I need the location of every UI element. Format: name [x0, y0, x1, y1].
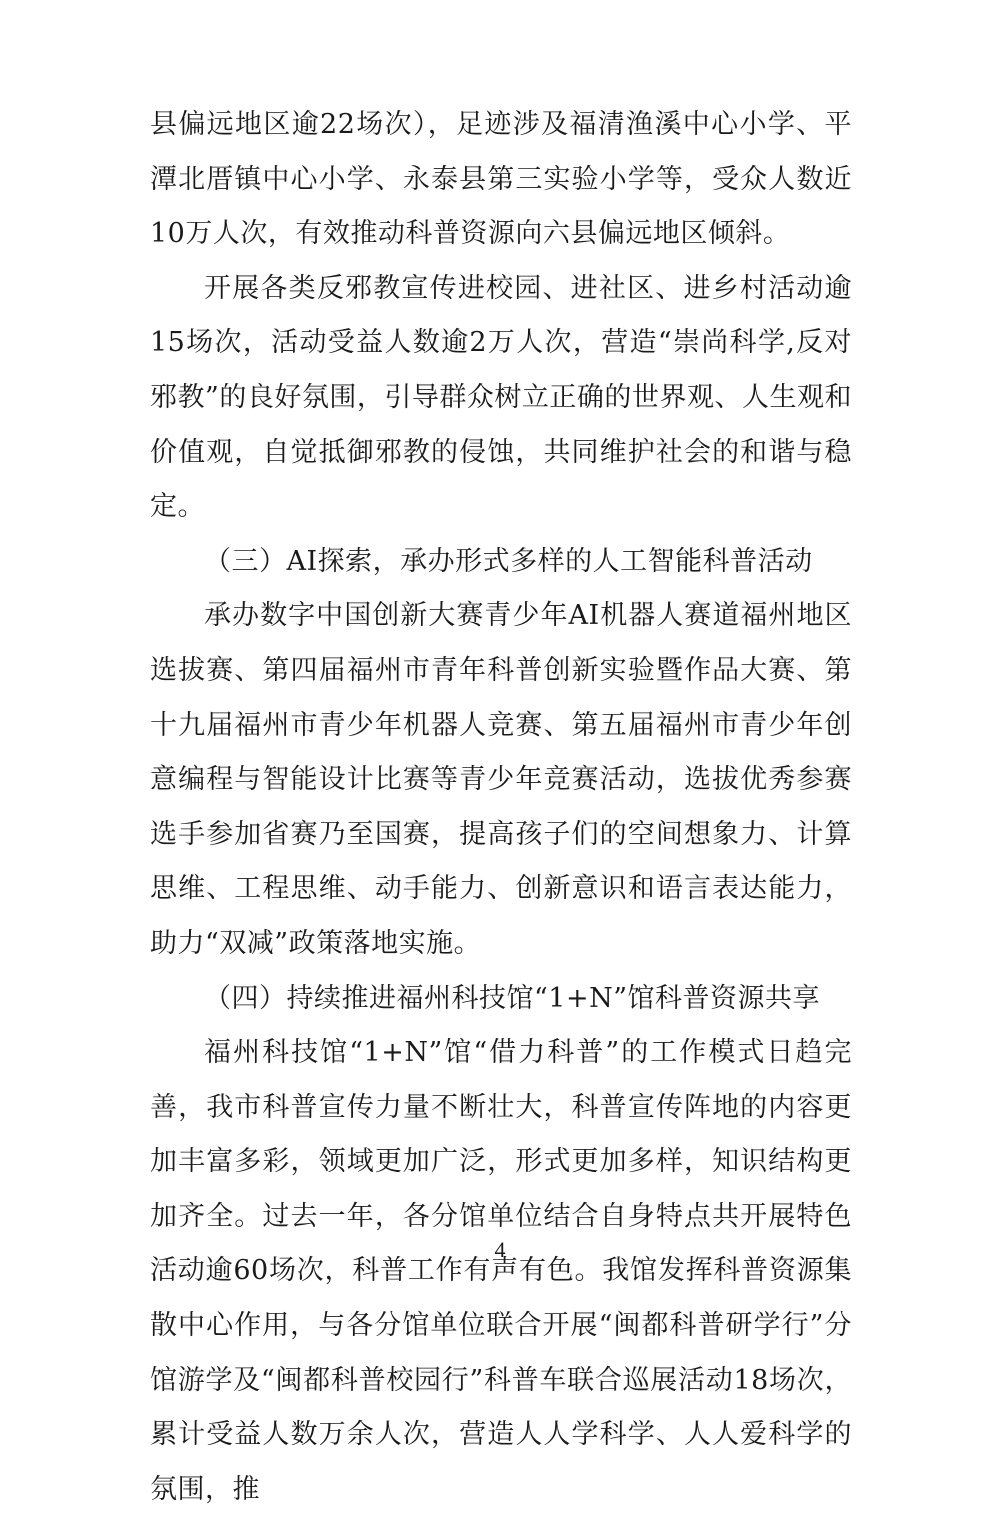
section-heading-resource-sharing: （四）持续推进福州科技馆“1+N”馆科普资源共享 — [204, 982, 821, 1014]
paragraph-resource-sharing: 福州科技馆“1+N”馆“借力科普”的工作模式日趋完善，我市科普宣传力量不断壮大，科普宣传阵地的内容更加丰富多彩，领域更加广泛，形式更加多样，知识结构更加齐全。过去一年，各分馆单位结合自身特点共开展特色活动逾60场次，科普工作有声有色。我馆发挥科普资源集散中心作用，与各分馆单位联合开展“闽都科普研学行”分馆游学及“闽都科普校园行”科普车联合巡展活动18场次，累计受益人数万余人次，营造人人学科学、人人爱科学的氛围，推 — [150, 1037, 852, 1505]
page-number: 4 — [494, 1237, 506, 1262]
paragraph-ai-competitions: 承办数字中国创新大赛青少年AI机器人赛道福州地区选拔赛、第四届福州市青年科普创新实验暨作品大赛、第十九届福州市青少年机器人竞赛、第五届福州市青少年创意编程与智能设计比赛等青少年竞赛活动，选拔优秀参赛选手参加省赛乃至国赛，提高孩子们的空间想象力、计算思维、工程思维、动手能力、创新意识和语言表达能力，助力“双减”政策落地实施。 — [150, 600, 852, 959]
document-page — [150, 98, 852, 1517]
paragraph-continuation: 县偏远地区逾22场次），足迹涉及福清渔溪中心小学、平潭北厝镇中心小学、永泰县第三实验小学等，受众人数近10万人次，有效推动科普资源向六县偏远地区倾斜。 — [150, 109, 852, 250]
paragraph-anti-cult-activities: 开展各类反邪教宣传进校园、进社区、进乡村活动逾15场次，活动受益人数逾2万人次，营造“崇尚科学,反对邪教”的良好氛围，引导群众树立正确的世界观、人生观和价值观，自觉抵御邪教的侵蚀，共同维护社会的和谐与稳定。 — [150, 272, 852, 523]
section-heading-ai-exploration: （三）AI探索，承办形式多样的人工智能科普活动 — [204, 545, 813, 577]
